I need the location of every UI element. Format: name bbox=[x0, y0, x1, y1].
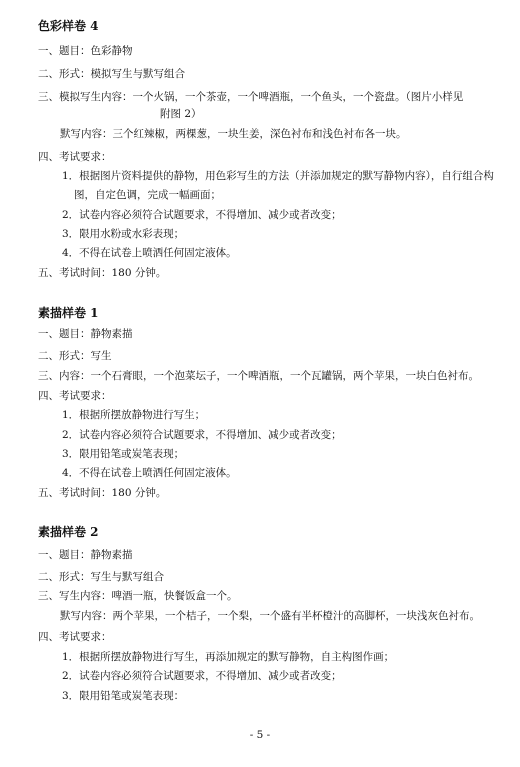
section-line: 附图 2） bbox=[160, 108, 202, 120]
section-line: 1．根据所摆放静物进行写生； bbox=[62, 409, 206, 421]
section-line: 3．限用铅笔或炭笔表现： bbox=[62, 690, 185, 702]
section-line: 三、内容：一个石膏眼，一个泡菜坛子，一个啤酒瓶，一个瓦罐锅，两个苹果，一块白色衬布。 bbox=[38, 370, 479, 382]
section-line: 五、考试时间：180 分钟。 bbox=[38, 487, 167, 499]
section-line: 图，自定色调，完成一幅画面； bbox=[74, 189, 221, 201]
section-line: 2．试卷内容必须符合试题要求，不得增加、减少或者改变； bbox=[62, 429, 342, 441]
section-line: 2．试卷内容必须符合试题要求，不得增加、减少或者改变； bbox=[62, 209, 342, 221]
section-line: 2．试卷内容必须符合试题要求，不得增加、减少或者改变； bbox=[62, 670, 342, 682]
section-line: 一、题目：静物素描 bbox=[38, 549, 133, 561]
section-line: 三、写生内容：啤酒一瓶，快餐饭盒一个。 bbox=[38, 590, 238, 602]
section-line: 四、考试要求： bbox=[38, 631, 112, 643]
section-title: 色彩样卷 4 bbox=[38, 19, 99, 33]
section-line: 1．根据图片资料提供的静物，用色彩写生的方法（并添加规定的默写静物内容），自行组合构 bbox=[62, 170, 494, 182]
section-line: 一、题目：静物素描 bbox=[38, 328, 133, 340]
section-line: 3．限用铅笔或炭笔表现； bbox=[62, 448, 185, 460]
section-line: 4．不得在试卷上喷洒任何固定液体。 bbox=[62, 467, 237, 479]
section-line: 四、考试要求： bbox=[38, 151, 112, 163]
section-line: 一、题目：色彩静物 bbox=[38, 45, 133, 57]
section-line: 二、形式：模拟写生与默写组合 bbox=[38, 68, 185, 80]
section-title: 素描样卷 1 bbox=[38, 306, 99, 320]
section-line: 二、形式：写生 bbox=[38, 350, 112, 362]
section-line: 默写内容：两个苹果，一个桔子，一个梨，一个盛有半杯橙汁的高脚杯，一块浅灰色衬布。 bbox=[60, 610, 480, 622]
section-line: 1．根据所摆放静物进行写生，再添加规定的默写静物，自主构图作画； bbox=[62, 651, 395, 663]
section-line: 二、形式：写生与默写组合 bbox=[38, 571, 164, 583]
section-line: 默写内容：三个红辣椒，两棵葱，一块生姜，深色衬布和浅色衬布各一块。 bbox=[60, 128, 407, 140]
section-line: 四、考试要求： bbox=[38, 390, 112, 402]
section-line: 五、考试时间：180 分钟。 bbox=[38, 267, 167, 279]
section-line: 三、模拟写生内容：一个火锅，一个茶壶，一个啤酒瓶，一个鱼头，一个瓷盘。（图片小样见 bbox=[38, 91, 464, 103]
section-title: 素描样卷 2 bbox=[38, 525, 99, 539]
section-line: 4．不得在试卷上喷洒任何固定液体。 bbox=[62, 247, 237, 259]
page-number: - 5 - bbox=[249, 729, 271, 741]
section-line: 3．限用水粉或水彩表现； bbox=[62, 228, 185, 240]
